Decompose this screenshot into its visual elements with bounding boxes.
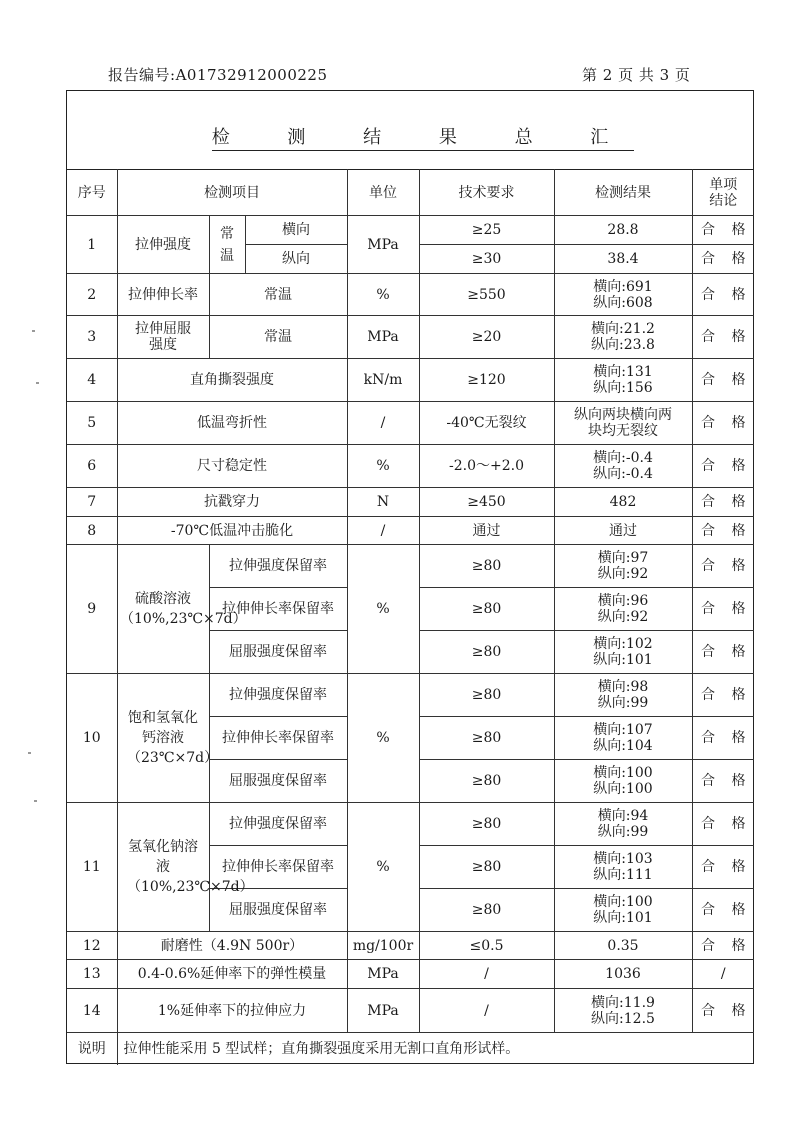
table-row: 14 1%延伸率下的拉伸应力 MPa / 横向:11.9 纵向:12.5 合 格 <box>67 989 754 1033</box>
col-unit: 单位 <box>347 170 419 216</box>
table-row: 纵向 ≥30 38.4 合 格 <box>67 245 754 274</box>
table-row: 13 0.4-0.6%延伸率下的弹性模量 MPa / 1036 / <box>67 960 754 989</box>
col-item: 检测项目 <box>117 170 347 216</box>
table-row: 拉伸伸长率保留率 ≥80 横向:103 纵向:111 合 格 <box>67 846 754 889</box>
results-frame <box>66 90 754 1064</box>
col-conclusion: 单项结论 <box>692 170 754 216</box>
table-row: 7 抗戳穿力 N ≥450 482 合 格 <box>67 488 754 517</box>
note-label: 说明 <box>67 1033 117 1065</box>
table-row: 拉伸伸长率保留率 ≥80 横向:96 纵向:92 合 格 <box>67 588 754 631</box>
table-row: 1 拉伸强度 常温 横向 MPa ≥25 28.8 合 格 <box>67 216 754 245</box>
col-result: 检测结果 <box>554 170 692 216</box>
table-row: 11 氢氧化钠溶液（10%,23℃×7d） 拉伸强度保留率 % ≥80 横向:94 纵向:99 合 格 <box>67 803 754 846</box>
table-row: 拉伸伸长率保留率 ≥80 横向:107 纵向:104 合 格 <box>67 717 754 760</box>
scan-speck <box>34 800 37 802</box>
table-row: 6 尺寸稳定性 % -2.0～+2.0 横向:-0.4 纵向:-0.4 合 格 <box>67 445 754 488</box>
table-row: 9 硫酸溶液（10%,23℃×7d） 拉伸强度保留率 % ≥80 横向:97 纵向:92 合 格 <box>67 545 754 588</box>
results-table <box>67 169 754 1065</box>
table-row: 屈服强度保留率 ≥80 横向:100 纵向:100 合 格 <box>67 760 754 803</box>
header-row <box>67 170 754 216</box>
table-row: 5 低温弯折性 / -40℃无裂纹 纵向两块横向两 块均无裂纹 合 格 <box>67 402 754 445</box>
col-requirement: 技术要求 <box>419 170 554 216</box>
note-text: 拉伸性能采用 5 型试样；直角撕裂强度采用无割口直角形试样。 <box>117 1033 754 1065</box>
page-title: 检 测 结 果 总 汇 <box>67 123 753 149</box>
table-row: 10 饱和氢氧化钙溶液（23℃×7d） 拉伸强度保留率 % ≥80 横向:98 纵向:99 合 格 <box>67 674 754 717</box>
table-row: 8 -70℃低温冲击脆化 / 通过 通过 合 格 <box>67 517 754 545</box>
note-row <box>67 1033 754 1065</box>
table-row: 3 拉伸屈服强度 常温 MPa ≥20 横向:21.2 纵向:23.8 合 格 <box>67 316 754 359</box>
conclusion-cell: 合 格 <box>692 216 754 245</box>
page-info: 第 2 页 共 3 页 <box>582 66 691 84</box>
scan-speck <box>32 330 35 332</box>
scan-speck <box>28 752 31 754</box>
report-number: 报告编号:A01732912000225 <box>108 66 328 84</box>
conclusion-cell: 合 格 <box>692 245 754 274</box>
table-row: 2 拉伸伸长率 常温 % ≥550 横向:691 纵向:608 合 格 <box>67 274 754 316</box>
col-seq: 序号 <box>67 170 117 216</box>
table-row: 12 耐磨性（4.9N 500r） mg/100r ≤0.5 0.35 合 格 <box>67 932 754 960</box>
table-row: 屈服强度保留率 ≥80 横向:102 纵向:101 合 格 <box>67 631 754 674</box>
table-row: 屈服强度保留率 ≥80 横向:100 纵向:101 合 格 <box>67 889 754 932</box>
table-row: 4 直角撕裂强度 kN/m ≥120 横向:131 纵向:156 合 格 <box>67 359 754 402</box>
scan-speck <box>36 382 39 384</box>
